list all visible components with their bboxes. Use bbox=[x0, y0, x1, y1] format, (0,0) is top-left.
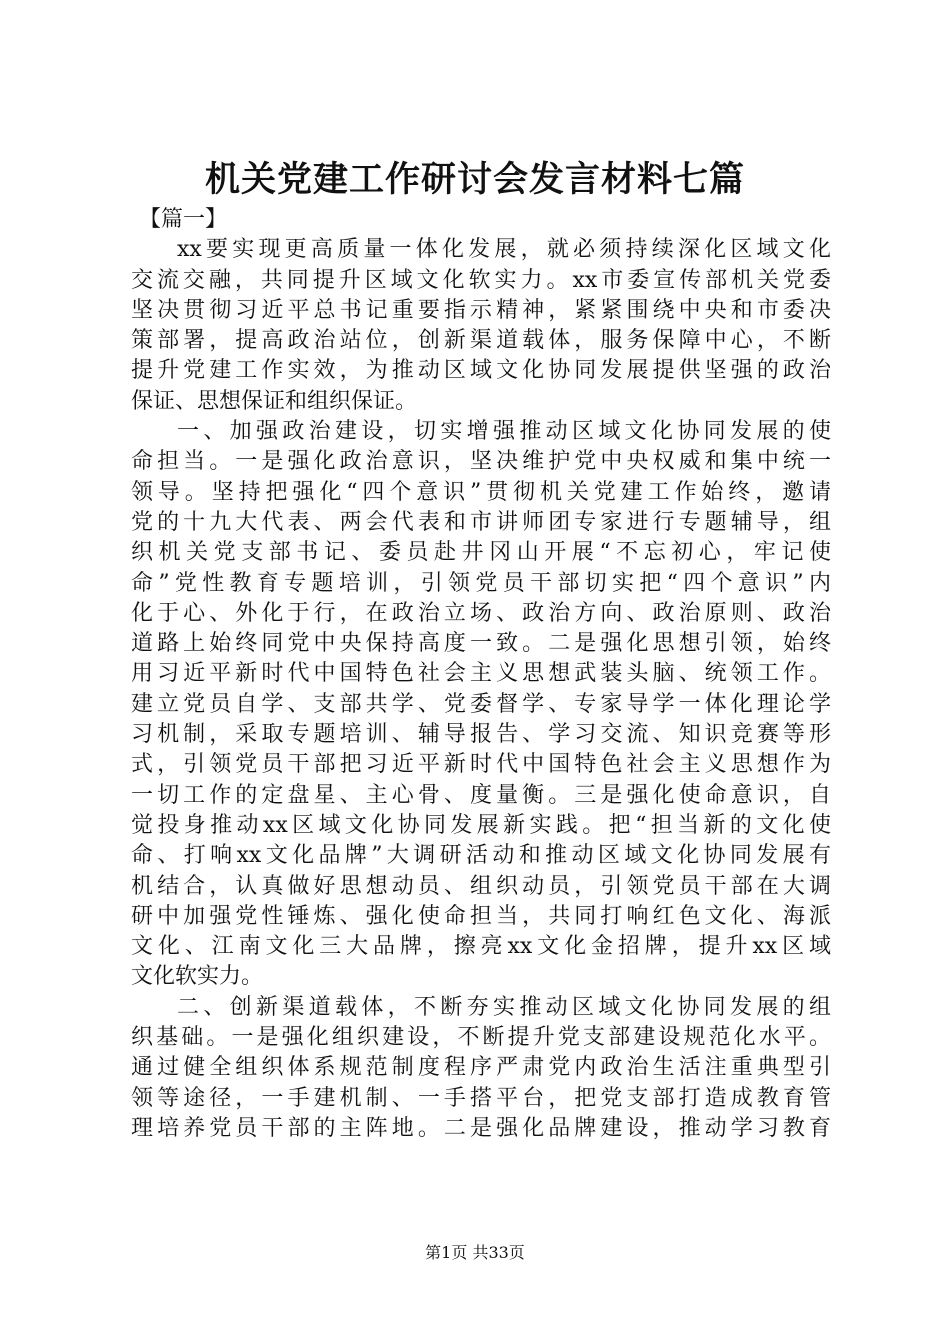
text-line: 提升党建工作实效，为推动区域文化协同发展提供坚强的政治 bbox=[131, 358, 831, 384]
text-line: 机结合，认真做好思想动员、组织动员，引领党员干部在大调 bbox=[131, 873, 831, 899]
text-line: 交流交融，共同提升区域文化软实力。xx市委宣传部机关党委 bbox=[131, 267, 831, 293]
text-line: 织机关党支部书记、委员赴井冈山开展“不忘初心，牢记使 bbox=[131, 540, 831, 566]
text-line: 织基础。一是强化组织建设，不断提升党支部建设规范化水平。 bbox=[131, 1025, 831, 1051]
text-line: 二、创新渠道载体，不断夯实推动区域文化协同发展的组 bbox=[177, 994, 831, 1020]
document-title: 机关党建工作研讨会发言材料七篇 bbox=[204, 159, 745, 200]
text-line: 研中加强党性锤炼、强化使命担当，共同打响红色文化、海派 bbox=[131, 903, 831, 929]
text-line: 化于心、外化于行，在政治立场、政治方向、政治原则、政治 bbox=[131, 600, 831, 626]
text-line: 领导。坚持把强化“四个意识”贯彻机关党建工作始终，邀请 bbox=[131, 479, 831, 505]
section-heading: 【篇一】 bbox=[139, 207, 228, 232]
text-line: 一切工作的定盘星、主心骨、度量衡。三是强化使命意识，自 bbox=[131, 782, 831, 808]
text-line: 文化软实力。 bbox=[131, 964, 264, 990]
text-line: 党的十九大代表、两会代表和市讲师团专家进行专题辅导，组 bbox=[131, 509, 831, 535]
text-line: 坚决贯彻习近平总书记重要指示精神，紧紧围绕中央和市委决 bbox=[131, 297, 831, 323]
text-line: 用习近平新时代中国特色社会主义思想武装头脑、统领工作。 bbox=[131, 661, 831, 687]
text-line: 命、打响xx文化品牌”大调研活动和推动区域文化协同发展有 bbox=[131, 843, 831, 869]
paragraph-lines bbox=[131, 235, 831, 1144]
text-line: 策部署，提高政治站位，创新渠道载体，服务保障中心，不断 bbox=[131, 328, 831, 354]
text-line: 道路上始终同党中央保持高度一致。二是强化思想引领，始终 bbox=[131, 631, 831, 657]
text-line: 通过健全组织体系规范制度程序严肃党内政治生活注重典型引 bbox=[131, 1055, 831, 1081]
text-line: 一、加强政治建设，切实增强推动区域文化协同发展的使 bbox=[177, 419, 831, 445]
page-footer: 第1页 共33页 bbox=[425, 1243, 525, 1262]
text-line: xx要实现更高质量一体化发展，就必须持续深化区域文化 bbox=[177, 237, 831, 263]
text-line: 觉投身推动xx区域文化协同发展新实践。把“担当新的文化使 bbox=[131, 812, 831, 838]
text-line: 建立党员自学、支部共学、党委督学、专家导学一体化理论学 bbox=[131, 691, 831, 717]
text-line: 领等途径，一手建机制、一手搭平台，把党支部打造成教育管 bbox=[131, 1085, 831, 1111]
text-line: 理培养党员干部的主阵地。二是强化品牌建设，推动学习教育 bbox=[131, 1115, 831, 1141]
text-line: 命担当。一是强化政治意识，坚决维护党中央权威和集中统一 bbox=[131, 449, 831, 475]
text-line: 保证、思想保证和组织保证。 bbox=[131, 388, 418, 414]
text-line: 文化、江南文化三大品牌，擦亮xx文化金招牌，提升xx区域 bbox=[131, 934, 831, 960]
text-line: 命”党性教育专题培训，引领党员干部切实把“四个意识”内 bbox=[131, 570, 831, 596]
document-body bbox=[131, 205, 831, 1144]
text-line: 习机制，采取专题培训、辅导报告、学习交流、知识竞赛等形 bbox=[131, 722, 831, 748]
text-line: 式，引领党员干部把习近平新时代中国特色社会主义思想作为 bbox=[131, 752, 831, 778]
